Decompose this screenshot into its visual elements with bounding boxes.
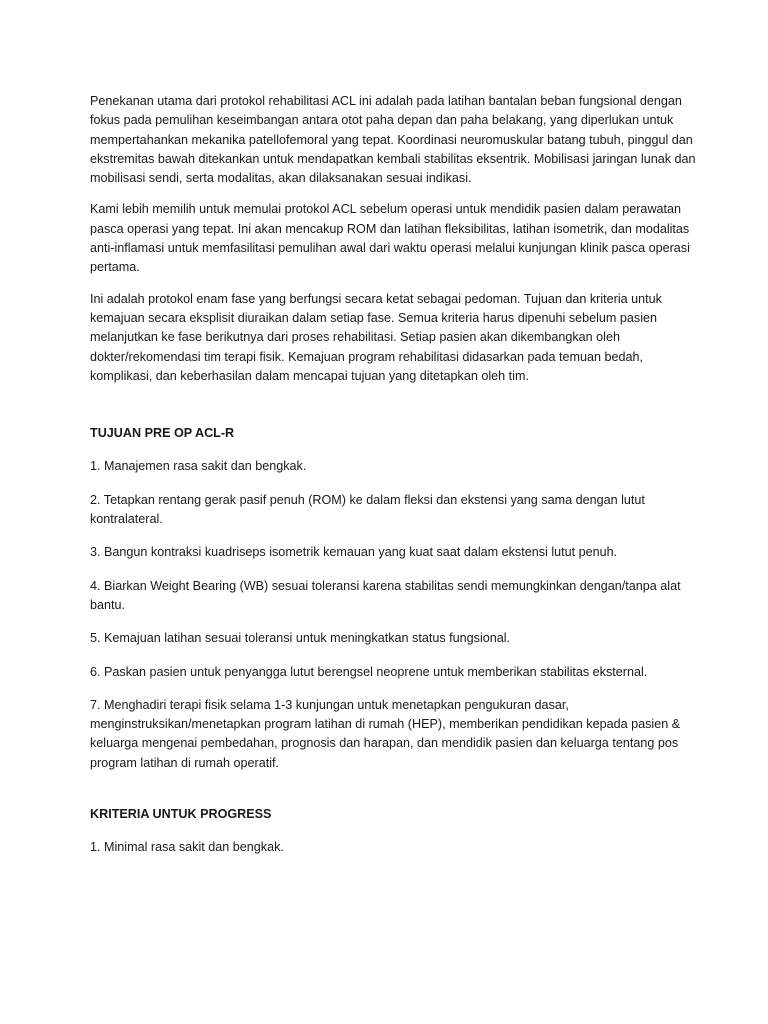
section-heading-progress-criteria: KRITERIA UNTUK PROGRESS <box>90 807 272 822</box>
list-item: 7. Menghadiri terapi fisik selama 1-3 kunjungan untuk menetapkan pengukuran dasar, menginstruksikan/menetapkan program latihan di rumah (HEP), memberikan pendidikan kepada pasien & keluarga mengenai pembedahan, prognosis dan harapan, dan mendidik pasien dan keluarga tentang pos program latihan di rumah operatif. <box>90 697 681 770</box>
intro-paragraph-3: Ini adalah protokol enam fase yang berfungsi secara ketat sebagai pedoman. Tujuan dan kriteria untuk kemajuan secara eksplisit diuraikan dalam setiap fase. Semua kriteria harus dipenuhi sebelum pasien melanjutkan ke fase berikutnya dari proses rehabilitasi. Setiap pasien akan dikembangkan oleh dokter/rekomendasi tim terapi fisik. Kemajuan program rehabilitasi didasarkan pada temuan bedah, komplikasi, dan keberhasilan dalam mencapai tujuan yang ditetapkan oleh tim. <box>90 291 662 383</box>
intro-paragraph-1: Penekanan utama dari protokol rehabilitasi ACL ini adalah pada latihan bantalan beban fungsional dengan fokus pada pemulihan keseimbangan antara otot paha depan dan paha belakang, yang diperlukan untuk mempertahankan mekanika patellofemoral yang tepat. Koordinasi neuromuskular batang tubuh, pinggul dan ekstremitas bawah ditekankan untuk mendapatkan kembali stabilitas eksentrik. Mobilisasi jaringan lunak dan mobilisasi sendi, serta modalitas, akan dilaksanakan sesuai indikasi. <box>90 94 696 186</box>
list-item: 1. Minimal rasa sakit dan bengkak. <box>90 840 284 855</box>
intro-paragraph-2: Kami lebih memilih untuk memulai protokol ACL sebelum operasi untuk mendidik pasien dalam perawatan pasca operasi yang tepat. Ini akan mencakup ROM dan latihan fleksibilitas, latihan isometrik, dan modalitas anti-inflamasi untuk memfasilitasi pemulihan awal dari waktu operasi melalui kunjungan klinik pasca operasi pertama. <box>90 202 690 275</box>
list-item: 5. Kemajuan latihan sesuai toleransi untuk meningkatkan status fungsional. <box>90 631 511 646</box>
section-heading-pre-op: TUJUAN PRE OP ACL-R <box>90 426 235 441</box>
list-item: 2. Tetapkan rentang gerak pasif penuh (ROM) ke dalam fleksi dan ekstensi yang sama dengan lutut kontralateral. <box>90 492 645 527</box>
list-item: 6. Paskan pasien untuk penyangga lutut berengsel neoprene untuk memberikan stabilitas eksternal. <box>90 664 648 679</box>
list-item: 1. Manajemen rasa sakit dan bengkak. <box>90 459 307 474</box>
list-item: 3. Bangun kontraksi kuadriseps isometrik kemauan yang kuat saat dalam ekstensi lutut penuh. <box>90 545 618 560</box>
list-item: 4. Biarkan Weight Bearing (WB) sesuai toleransi karena stabilitas sendi memungkinkan dengan/tanpa alat bantu. <box>90 578 681 612</box>
